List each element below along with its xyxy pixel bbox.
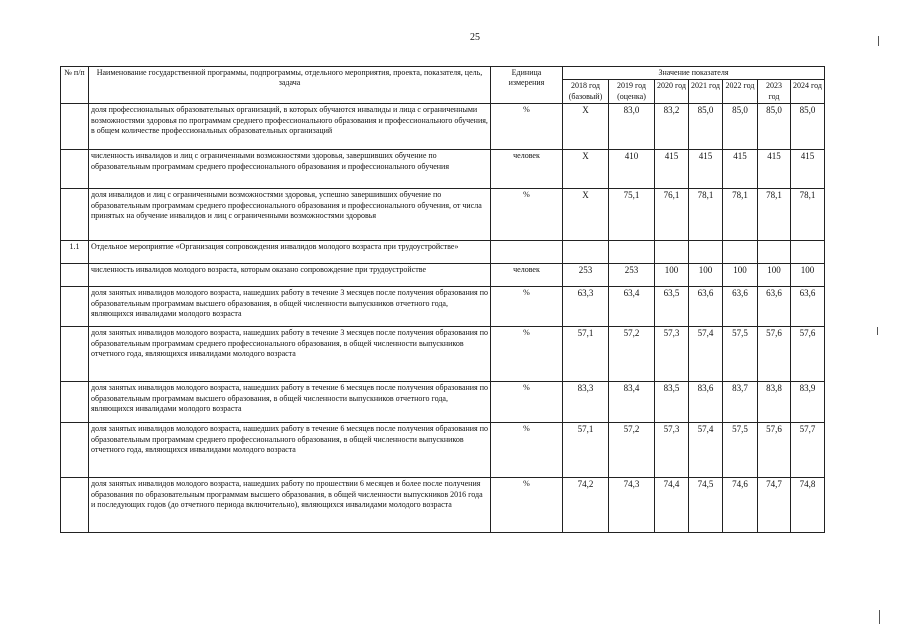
margin-mark bbox=[878, 36, 879, 46]
value-cell: 83,5 bbox=[655, 382, 689, 423]
value-cell: 83,6 bbox=[689, 382, 723, 423]
indicator-name: численность инвалидов и лиц с ограниченными возможностями здоровья, завершивших обучение по образовательным программам среднего профессионального образования и профессионального обучения bbox=[89, 150, 491, 189]
value-cell: 415 bbox=[723, 150, 758, 189]
header-year: 2021 год bbox=[689, 80, 723, 104]
value-cell: 74,3 bbox=[609, 478, 655, 533]
value-cell: 63,6 bbox=[791, 287, 825, 327]
value-cell bbox=[563, 241, 609, 264]
unit-cell: % bbox=[491, 478, 563, 533]
value-cell: Х bbox=[563, 104, 609, 150]
value-cell: 83,3 bbox=[563, 382, 609, 423]
value-cell: 83,0 bbox=[609, 104, 655, 150]
value-cell: Х bbox=[563, 150, 609, 189]
margin-mark bbox=[879, 610, 880, 624]
row-number: 1.1 bbox=[61, 241, 89, 264]
table-row bbox=[61, 327, 825, 382]
value-cell bbox=[723, 241, 758, 264]
unit-cell bbox=[491, 241, 563, 264]
unit-cell: % bbox=[491, 327, 563, 382]
page-number: 25 bbox=[470, 32, 480, 43]
value-cell: 57,4 bbox=[689, 327, 723, 382]
row-number bbox=[61, 150, 89, 189]
value-cell: 253 bbox=[609, 264, 655, 287]
margin-mark bbox=[877, 327, 878, 335]
unit-cell: человек bbox=[491, 264, 563, 287]
value-cell bbox=[689, 241, 723, 264]
value-cell: 100 bbox=[723, 264, 758, 287]
value-cell: 63,6 bbox=[758, 287, 791, 327]
value-cell: 83,8 bbox=[758, 382, 791, 423]
value-cell: 74,2 bbox=[563, 478, 609, 533]
header-name: Наименование государственной программы, подпрограммы, отдельного мероприятия, проекта, показателя, цель, задача bbox=[89, 67, 491, 104]
header-year: 2020 год bbox=[655, 80, 689, 104]
value-cell: 57,3 bbox=[655, 327, 689, 382]
indicator-name: доля занятых инвалидов молодого возраста, нашедших работу по прошествии 6 месяцев и более после получения образования по образовательным программам высшего образования, в общей численности выпускников 2016 года и последующих годов (до отчетного периода включительно), являющихся инвалидами молодого возраста bbox=[89, 478, 491, 533]
value-cell: 75,1 bbox=[609, 189, 655, 241]
value-cell: 415 bbox=[689, 150, 723, 189]
value-cell bbox=[791, 241, 825, 264]
value-cell: 85,0 bbox=[758, 104, 791, 150]
row-number bbox=[61, 327, 89, 382]
value-cell: 78,1 bbox=[791, 189, 825, 241]
value-cell: 57,6 bbox=[791, 327, 825, 382]
value-cell: 100 bbox=[758, 264, 791, 287]
table-row bbox=[61, 241, 825, 264]
row-number bbox=[61, 423, 89, 478]
header-year: 2018 год (базовый) bbox=[563, 80, 609, 104]
header-num: № п/п bbox=[61, 67, 89, 104]
table-body bbox=[61, 104, 825, 533]
value-cell: 63,6 bbox=[723, 287, 758, 327]
value-cell: 63,4 bbox=[609, 287, 655, 327]
value-cell: 85,0 bbox=[723, 104, 758, 150]
value-cell: 415 bbox=[655, 150, 689, 189]
value-cell: 57,2 bbox=[609, 327, 655, 382]
indicator-name: Отдельное мероприятие «Организация сопровождения инвалидов молодого возраста при трудоустройстве» bbox=[89, 241, 491, 264]
indicator-name: доля занятых инвалидов молодого возраста, нашедших работу в течение 6 месяцев после получения образования по образовательным программам высшего образования, в общей численности выпускников отчетного года, являющихся инвалидами молодого возраста bbox=[89, 382, 491, 423]
table-row bbox=[61, 478, 825, 533]
table-row bbox=[61, 104, 825, 150]
value-cell: 100 bbox=[689, 264, 723, 287]
value-cell: Х bbox=[563, 189, 609, 241]
indicator-name: численность инвалидов молодого возраста, которым оказано сопровождение при трудоустройстве bbox=[89, 264, 491, 287]
value-cell: 63,5 bbox=[655, 287, 689, 327]
unit-cell: % bbox=[491, 382, 563, 423]
unit-cell: % bbox=[491, 189, 563, 241]
unit-cell: % bbox=[491, 104, 563, 150]
value-cell bbox=[758, 241, 791, 264]
header-values-group: Значение показателя bbox=[563, 67, 825, 80]
value-cell: 74,6 bbox=[723, 478, 758, 533]
value-cell bbox=[609, 241, 655, 264]
value-cell: 253 bbox=[563, 264, 609, 287]
value-cell: 410 bbox=[609, 150, 655, 189]
row-number bbox=[61, 382, 89, 423]
value-cell: 83,2 bbox=[655, 104, 689, 150]
value-cell: 100 bbox=[655, 264, 689, 287]
value-cell: 57,4 bbox=[689, 423, 723, 478]
value-cell: 57,5 bbox=[723, 423, 758, 478]
header-unit: Единица измерения bbox=[491, 67, 563, 104]
value-cell: 57,2 bbox=[609, 423, 655, 478]
value-cell: 74,7 bbox=[758, 478, 791, 533]
value-cell: 63,3 bbox=[563, 287, 609, 327]
table-row bbox=[61, 382, 825, 423]
indicator-name: доля инвалидов и лиц с ограниченными возможностями здоровья, успешно завершивших обучение по образовательным программам среднего профессионального образования и профессионального обучения, от числа принятых на обучение инвалидов и лиц с ограниченными возможностями здоровья bbox=[89, 189, 491, 241]
value-cell: 83,9 bbox=[791, 382, 825, 423]
value-cell: 74,8 bbox=[791, 478, 825, 533]
value-cell: 57,6 bbox=[758, 423, 791, 478]
value-cell: 85,0 bbox=[689, 104, 723, 150]
value-cell: 78,1 bbox=[723, 189, 758, 241]
table-row bbox=[61, 287, 825, 327]
value-cell: 83,4 bbox=[609, 382, 655, 423]
header-year: 2022 год bbox=[723, 80, 758, 104]
row-number bbox=[61, 264, 89, 287]
header-year: 2019 год (оценка) bbox=[609, 80, 655, 104]
value-cell: 415 bbox=[791, 150, 825, 189]
value-cell: 83,7 bbox=[723, 382, 758, 423]
row-number bbox=[61, 104, 89, 150]
row-number bbox=[61, 189, 89, 241]
table-row bbox=[61, 264, 825, 287]
unit-cell: % bbox=[491, 423, 563, 478]
value-cell: 74,5 bbox=[689, 478, 723, 533]
unit-cell: человек bbox=[491, 150, 563, 189]
value-cell: 76,1 bbox=[655, 189, 689, 241]
indicator-name: доля занятых инвалидов молодого возраста, нашедших работу в течение 6 месяцев после получения образования по образовательным программам среднего профессионального образования, в общей численности выпускников отчетного года, являющихся инвалидами молодого возраста bbox=[89, 423, 491, 478]
indicator-name: доля занятых инвалидов молодого возраста, нашедших работу в течение 3 месяцев после получения образования по образовательным программам среднего профессионального образования, в общей численности выпускников отчетного года, являющихся инвалидами молодого возраста bbox=[89, 327, 491, 382]
table-row bbox=[61, 423, 825, 478]
value-cell: 415 bbox=[758, 150, 791, 189]
header-row-1 bbox=[61, 67, 825, 80]
value-cell: 57,5 bbox=[723, 327, 758, 382]
table-row bbox=[61, 189, 825, 241]
value-cell: 57,1 bbox=[563, 423, 609, 478]
value-cell: 74,4 bbox=[655, 478, 689, 533]
value-cell: 57,3 bbox=[655, 423, 689, 478]
indicators-table bbox=[60, 66, 825, 533]
value-cell: 78,1 bbox=[689, 189, 723, 241]
unit-cell: % bbox=[491, 287, 563, 327]
value-cell: 63,6 bbox=[689, 287, 723, 327]
indicator-name: доля занятых инвалидов молодого возраста, нашедших работу в течение 3 месяцев после получения образования по образовательным программам высшего образования, в общей численности выпускников отчетного года, являющихся инвалидами молодого возраста bbox=[89, 287, 491, 327]
indicator-name: доля профессиональных образовательных организаций, в которых обучаются инвалиды и лица с ограниченными возможностями здоровья по программам среднего профессионального образования и профессионального обучения, в общем количестве профессиональных образовательных организаций bbox=[89, 104, 491, 150]
value-cell: 57,7 bbox=[791, 423, 825, 478]
header-year: 2023 год bbox=[758, 80, 791, 104]
row-number bbox=[61, 287, 89, 327]
value-cell: 57,1 bbox=[563, 327, 609, 382]
row-number bbox=[61, 478, 89, 533]
value-cell bbox=[655, 241, 689, 264]
value-cell: 100 bbox=[791, 264, 825, 287]
value-cell: 78,1 bbox=[758, 189, 791, 241]
value-cell: 57,6 bbox=[758, 327, 791, 382]
table-row bbox=[61, 150, 825, 189]
value-cell: 85,0 bbox=[791, 104, 825, 150]
header-year: 2024 год bbox=[791, 80, 825, 104]
